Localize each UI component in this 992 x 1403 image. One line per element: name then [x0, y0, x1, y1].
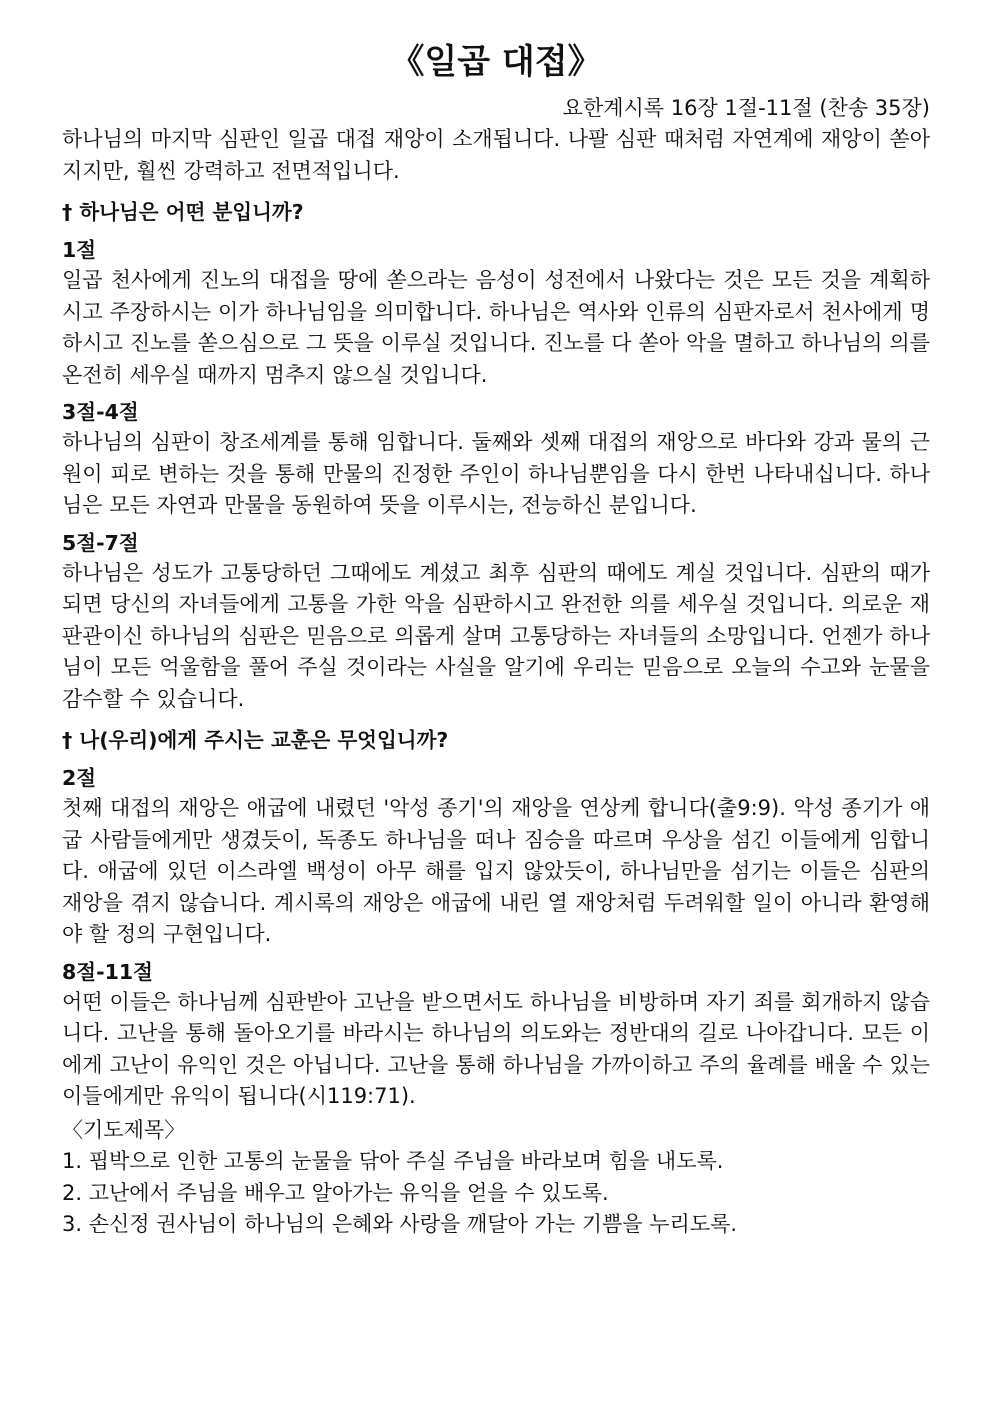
document-title: 《일곱 대접》 — [390, 42, 602, 82]
verse-text: 첫째 대접의 재앙은 애굽에 내렸던 '악성 종기'의 재앙을 연상케 합니다(출9:9). 악성 종기가 애굽 사람들에게만 생겼듯이, 독종도 하나님을 떠나 짐승을 따르며 우상을 섬긴 이들에게 임합니다. 애굽에 있던 이스라엘 백성이 아무 해를 입지 않았듯이, 하나님만을 섬기는 이들은 심판의 재앙을 겪지 않습니다. 계시록의 재앙은 애굽에 내린 열 재앙처럼 두려워할 일이 아니라 환영해야 할 정의 구현입니다. — [62, 796, 930, 946]
intro-paragraph: 하나님의 마지막 심판인 일곱 대접 재앙이 소개됩니다. 나팔 심판 때처럼 자연계에 재앙이 쏟아지지만, 훨씬 강력하고 전면적입니다. — [62, 127, 930, 183]
verse-text: 하나님의 심판이 창조세계를 통해 임합니다. 둘째와 셋째 대접의 재앙으로 바다와 강과 물의 근원이 피로 변하는 것을 통해 만물의 진정한 주인이 하나님뿐임을 다시 한번 나타내십니다. 하나님은 모든 자연과 만물을 동원하여 뜻을 이루시는, 전능하신 분입니다. — [62, 430, 930, 517]
verse-label: 1절 — [62, 238, 97, 262]
prayer-section — [62, 1115, 930, 1241]
scripture-reference: 요한계시록 16장 1절-11절 (찬송 35장) — [562, 96, 930, 120]
prayer-item: 3. 손신정 권사님이 하나님의 은혜와 사랑을 깨달아 가는 기쁨을 누리도록. — [62, 1212, 738, 1236]
section-who-is-god — [62, 197, 930, 715]
verse-label: 8절-11절 — [62, 959, 153, 984]
verse-label: 2절 — [62, 766, 97, 790]
verse-text: 일곱 천사에게 진노의 대접을 땅에 쏟으라는 음성이 성전에서 나왔다는 것은 모든 것을 계획하시고 주장하시는 이가 하나님임을 의미합니다. 하나님은 역사와 인류의 심판자로서 천사에게 명하시고 진노를 쏟으심으로 그 뜻을 이루실 것입니다. 진노를 다 쏟아 악을 멸하고 하나님의 의를 온전히 세우실 때까지 멈추지 않으실 것입니다. — [62, 268, 930, 387]
verse-text: 하나님은 성도가 고통당하던 그때에도 계셨고 최후 심판의 때에도 계실 것입니다. 심판의 때가 되면 당신의 자녀들에게 고통을 가한 악을 심판하시고 완전한 의를 세우실 것입니다. 의로운 재판관이신 하나님의 심판은 믿음으로 의롭게 살며 고통당하는 자녀들의 소망입니다. 언젠가 하나님이 모든 억울함을 풀어 주실 것이라는 사실을 알기에 우리는 믿음으로 오늘의 수고와 눈물을 감수할 수 있습니다. — [62, 560, 930, 711]
section-heading: † 나(우리)에게 주시는 교훈은 무엇입니까? — [62, 728, 449, 752]
prayer-item: 2. 고난에서 주님을 배우고 알아가는 유익을 얻을 수 있도록. — [62, 1180, 609, 1205]
section-lessons — [62, 725, 930, 1113]
verse-label: 3절-4절 — [62, 400, 139, 424]
verse-text: 어떤 이들은 하나님께 심판받아 고난을 받으면서도 하나님을 비방하며 자기 죄를 회개하지 않습니다. 고난을 통해 돌아오기를 바라시는 하나님의 의도와는 정반대의 길로 나아갑니다. 모든 이에게 고난이 유익인 것은 아닙니다. 고난을 통해 하나님을 가까이하고 주의 율례를 배울 수 있는 이들에게만 유익이 됩니다(시119:71). — [62, 989, 930, 1108]
verse-label: 5절-7절 — [62, 530, 139, 555]
prayer-title: 〈기도제목〉 — [62, 1117, 186, 1142]
document-page — [62, 40, 930, 1241]
section-heading: † 하나님은 어떤 분입니까? — [62, 200, 304, 224]
prayer-item: 1. 핍박으로 인한 고통의 눈물을 닦아 주실 주님을 바라보며 힘을 내도록. — [62, 1149, 724, 1173]
